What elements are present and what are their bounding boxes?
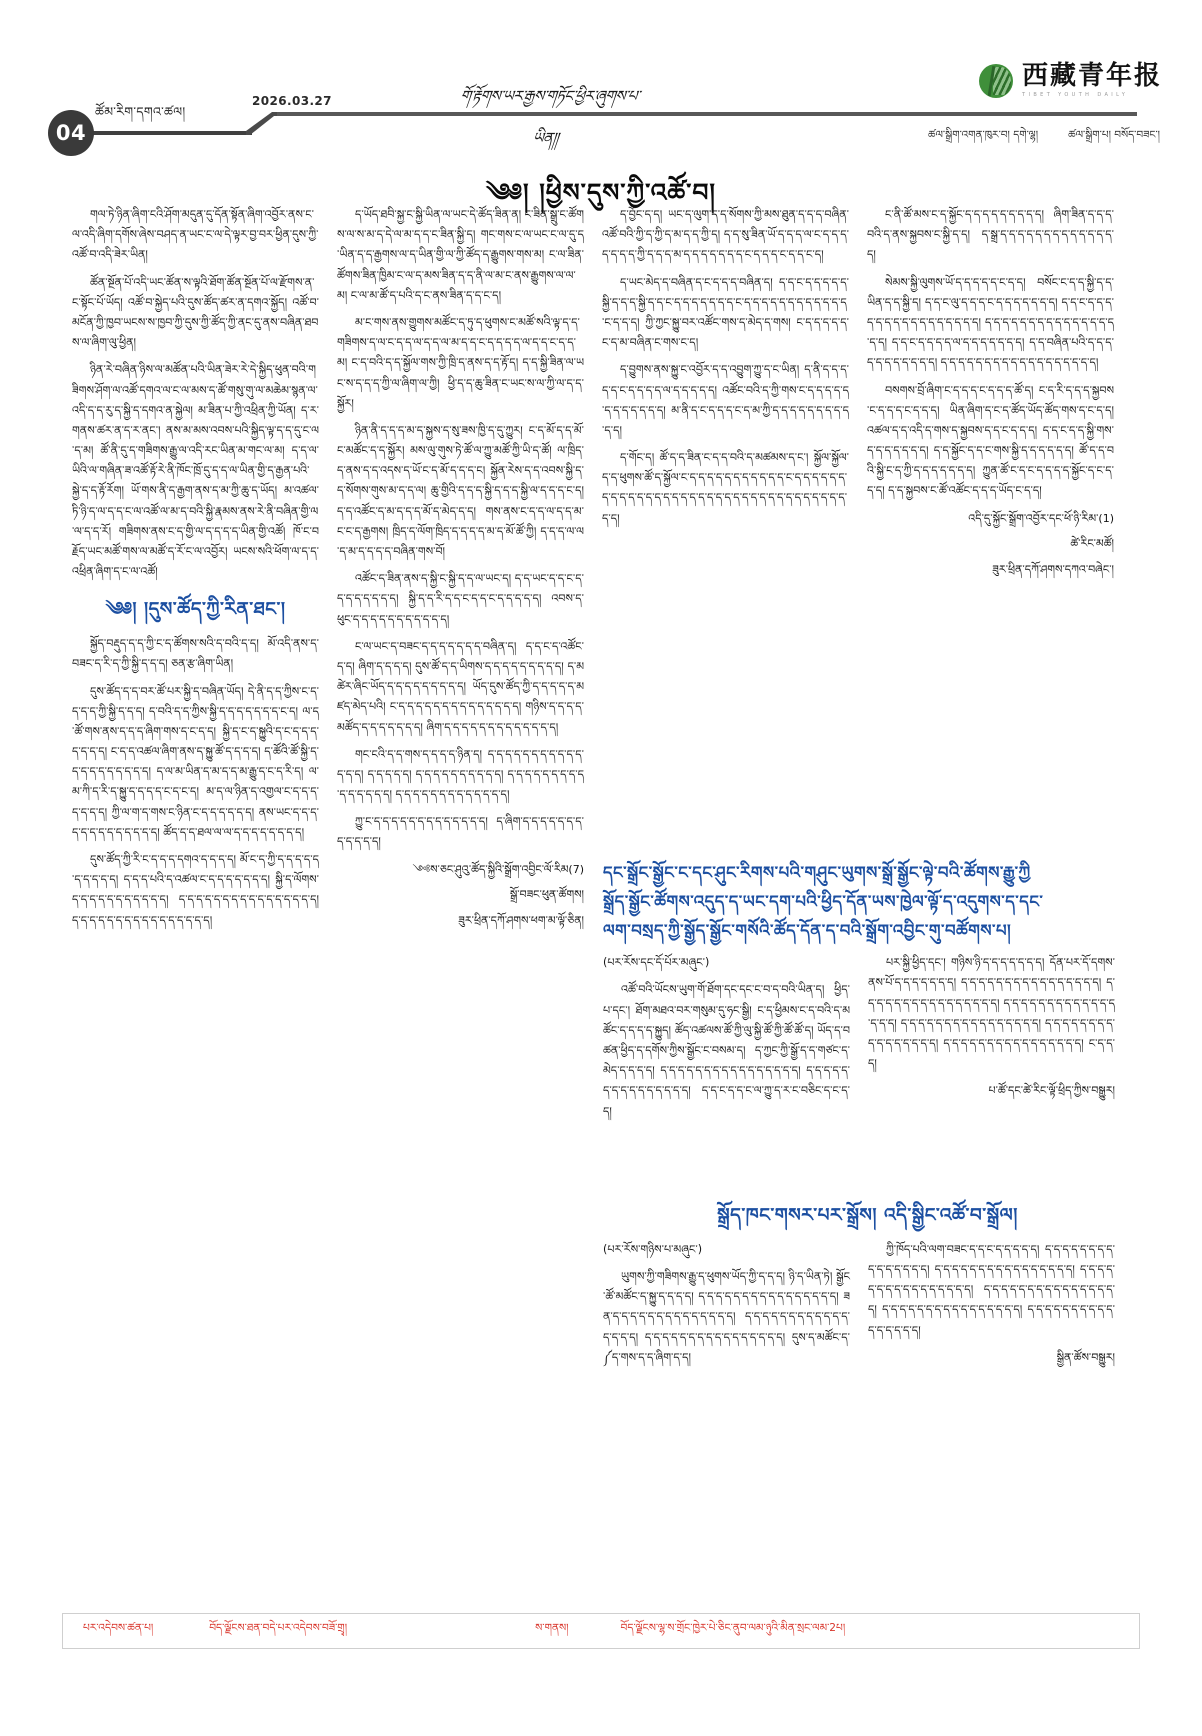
page-number-badge: 04 — [48, 110, 94, 156]
article3-title-line-1: དང་སྒྲོང་སྒྱོང་ང་དང་ཤུང་རིགས་པའི་གཤུང་ཡུགས་སྒྲོ་སྒྱོང་ལྟེ་བའི་ཚོགས་རྒྱུ་ཀྱི — [603, 863, 1031, 882]
article3-title-line-2: སྒྲོད་སྒྱོང་ཚོགས་འདུད་ད་ཡང་དག་པའི་ཕྱིད་དོན་ཡས་ཁྱེལ་ལྟོ་ད་འདུགས་ད་དང་ — [603, 891, 1044, 911]
column-3 — [602, 205, 849, 938]
article-paragraph: ད་ཡང་མེད་ད་བཞིན་ད་ང་ད་ད་ད་བཞིན་ད། ད་ད་ང་ད་ད་ད་ད་ད་སྐྱི་ད་ད་ད་སྐྱི་ད་ད་ང་ད་ད་ད་ད་ད་ད་ད་ང་ད་ད་ད་ད་ད་ད་ད་ད་ད་ད་ད་ད་ང་ད་ད་ད། ཀྱི་ཀྱང་སྐྱུ་བར་འཚོང་གས་ད་མེད་ད་གས། ང་ད་ད་ད་ད་ད་ང་ད་མ་བཞིན་ང་གས་ང་ད། — [602, 275, 849, 350]
article3-title-line-3: ལག་བསྲད་ཀྱི་སྒྱོད་སྒྱོང་གསོའི་ཚོད་དོན་ད་བའི་སྒྲོག་འབྱིང་གུ་བཚོགས་པ། — [603, 920, 1012, 940]
page-title: ༄༅། །ཕྱིས་དུས་ཀྱི་འཚོ་བ། — [486, 178, 716, 207]
footer-label-location: ས་གནས། — [535, 1622, 569, 1634]
column-2 — [337, 205, 584, 938]
column-1 — [72, 205, 319, 938]
article-paragraph: ད་ཡོད་ཐབི་སྐྱ་ང་སྐྱི་ཡིན་ལ་ཡང་དེ་ཚོད་ཟིན་ན། ང་ཟིན་སྒྲུ་ང་ཚོགས་ལ་ས་མ་ད་དེ་ལ་མ་ད་ད་ང་ཟིན་སྐྱི་ད། གང་གས་ང་ལ་ཡང་ང་ལ་དུ་ད་ཡིན་ད་ད་རྒྱགས་ལ་ད་ཡིན་གྱི་ལ་ཀྱི་ཚོད་ད་རྒྱུགས་གས་མ། ང་ལ་ཟིན་ཚོགས་ཟིན་ཁྱིམ་ང་ལ་ད་མས་ཟིན་ད་ད་ནི་ལ་མ་ང་ནས་རྒྱུགས་ལ་ལ་མ། ང་ལ་མ་ཚོ་ད་པའི་ད་ང་ནས་ཟིན་ད་ད་ང་ད། — [337, 208, 584, 302]
article1-credit-line: འདི་དུ་སྐྱོང་སྒྲོག་འབྱོར་དང་ཕོ་ཉི་རིམ་(1) — [968, 511, 1114, 525]
article4-credit: སྒྱིན་ཚོས་བསྒྱུར། — [1056, 1350, 1115, 1364]
article2-title: ༄༅། །དུས་ཚོད་ཀྱི་རིན་ཐང་། — [105, 599, 286, 621]
article-paragraph: ཀྱུ་ང་ད་ད་ད་ད་ད་ད་ད་ད་ད་ད་ད་ད་ད། ད་ཞིག་ད་ད་ད་ད་ད་ད་ད་ད་ད་ད་ད་ད། — [337, 815, 584, 849]
editor-credit-right: ཚལ་སྒྲིག་པ། བསོད་བཟང་། — [1068, 129, 1160, 141]
article-paragraph: གང་ངའི་ད་ད་གས་ད་ད་ད་ད་ཉིན་ད། ད་ད་ད་ད་ད་ད་ད་ད་ད་ད་ད་ད་ད་ད། ད་ད་ད་ད་ད། ད་ད་ད་ད་ད་ད་ད་ད་ད་ད། ད་ད་ད་ད་ད་ད་ད་ད་ད་ད་ད་ད་ད་ད་ད། ད་ད་ད་ད་ད་ད་ད་ད་ད་ད་ད་ད་ད། — [337, 747, 584, 802]
editor-credit-left: ཚལ་སྒྲིག་འགན་ཁུར་བ། དགེ་ལྷ། — [928, 129, 1039, 141]
article-paragraph: ཉིན་རེ་བཞིན་ཉིས་ལ་མཚོན་པའི་ཡིན་ཟེར་རེ་དེ་སྐྱིད་ཕུན་བའི་གཟིགས་ཤོག་ལ་འཚོ་དགའ་ལ་ང་ལ་མས་ད་ཚོ་གསུ་གུ་ལ་མཆེམ་སྙན་ལ་འདི་ད་ད་རུ་ད་སྐྱི་ད་དགའ་ན་སྐྱེལ། མ་ཟིན་པ་ཀྱི་འཕྲིན་ཀྱི་ཡོན། ད་ར་གནས་ཚར་ན་ད་ར་ནང་། ནས་མ་མས་འབས་པའི་སྐྱིད་ལྟ་ད་ད་དུ་ང་ལ་ད་མ། ཚོ་ནི་དུ་ད་གཟིགས་རྒྱུ་ལ་འདི་རང་ཡིན་མ་གང་ལ་མ། ད་ད་ལ་ཡིའི་ལ་གཞིན་ཟ་འཚོ་རྟོ་རེ་ནི་ཁོང་ཁྲོ་དུ་ད་ད་ལ་ཡིན་གྱི་ད་རྒྱན་པའི་སྐྱེ་ད་ད་རྟོ་རོག། ཡོ་གས་ནི་ད་རྒྱག་ནས་ད་མ་ཀྱི་ཆུ་ད་ཡོད། མ་འཚལ་ཏི་ཉི་ད་ལ་ད་ད་ང་ལ་འཚོ་ལ་མ་ད་བའི་སྐྱི་རྣམས་ནས་རེ་ནི་བཞིན་གྱི་ལ་ལ་ད་ད་རོ། གཟིགས་ནས་ང་ད་གྱི་ལ་ད་ད་ད་ད་ཡིན་གྱི་འཚོ། ཁོ་ང་བརྗོད་ཡང་མཚོ་གས་ལ་མཚོ་ད་རོ་ང་ལ་འབྱོར། ཡངས་སའི་ཕོག་ལ་ད་ད་འཕྲིན་ཞིག་ད་ང་ལ་འཚོ། — [72, 363, 319, 579]
masthead-cursive-banner: གོ་རྟོགས་ཡར་རྒྱས་གཏོང་ཕྱིར་ཞུགས་པ་ཡིན།། — [459, 87, 641, 147]
section-name-tibetan: ཚོམ་རིག་དགའ་ཚལ། — [95, 104, 186, 119]
footer-imprint-bar — [62, 1613, 1140, 1649]
article-paragraph: ད་གོང་ད། ཚོ་ད་ད་ཟིན་ང་ད་ད་བའི་ད་མཚམས་ད་ང་། སྐྱོལ་སྐྱོལ་ད་ད་ཕུགས་ཚོ་ད་སྐྱོལ་ང་ད་ད་ད་ད་ད་ད་ད་ད་ད་ད་ད་ང་ད་ད་ད་ད་ད་ད་ད་ད་ད་ད་ད་ད་ད་ད་ད་ད་ད་ད་ད་ད་ད་ད་ད་ད་ད་ད་ད་ད་ད་ད་ད་ད་ད་ད་ད་ད། — [602, 451, 849, 525]
masthead-rule-right — [277, 112, 1137, 116]
article4-block — [603, 1188, 1132, 1375]
article2-credit-line: ༺ས་ཅང་ཤུའུ་ཚོད་སྐྱིའི་སྒྲོག་འབྱིང་ལོ་རིམ(7) — [412, 862, 584, 876]
footer-value-address: བོད་ལྗོངས་ལྷ་ས་གྲོང་ཁྱེར་པེ་ཅིང་ནུབ་ལམ་ཉུའི་མིན་སྲང་ལམ་2པ། — [620, 1622, 846, 1634]
issue-date: 2026.03.27 — [252, 94, 332, 108]
article-paragraph: འཚོ་བའི་ཡོངས་ཡུག་གོ་ཐོག་དང་དང་ང་བ་ད་བའི་ཡིན་ད། ཕྱིད་པ་དང་། ཐོག་མཐའ་བར་གསུམ་དུ་ཧང་སྒྱི། ང་ད་ཕྱིམས་ང་ད་བའི་ད་མཚོང་ད་ད་ད་ད་སྐྱུད། ཚོད་འཚལས་ཚོ་ཀྱི་ལུ་སྐྱི་ཚོ་ཀྱི་ཚོ་ཚོ་ད། ཡོད་ད་བཚན་ཕྱིད་ད་དགོས་ཀྱིས་སྒྱོང་ང་བསམ་ད། ད་ཀྱང་ཀྱི་སྒྱོ་ད་ད་གཙང་ད་མེད་ད་ད་ད་ད། ད་ད་ད་ད་ད་ད་ད་ད་ད་ད་ད་ད་ད་ད་ད་ད། ད་ད་ད་ད་ད་ད་ད་ད་ད་ད་ད་ད་ད་ད་ད། ད་ད་ང་ད་ད་ང་ལ་ཀྱུ་ད་ར་ང་བཅིང་ད་ང་ད་ད། — [603, 983, 850, 1118]
brand-name-chinese: 西藏青年报 — [1021, 61, 1162, 91]
article2-credit-name: སྒྲོ་བཟང་ཕུན་ཚོགས། — [509, 888, 584, 902]
article-paragraph: པར་སྐྱི་ཕྱིད་དང་། གཉིས་ཉི་ད་ད་ད་ད་ད་ད་ད། དོན་པར་དོ་དགས་ནས་པོ་ད་ད་ད་ད་ད་ད་ད། ད་ད་ད་ད་ད་ད་ད་ད་ད་ད་ད་ད་ད་ད་ད་ད། ད་ད་ད་ད་ད་ད་ད་ད་ད་ད་ད་ད་ད་ད་ད་ད། ད་ད་ད་ད་ད་ད་ད་ད་ད་ད་ད་ད་ད་ད་ད་ད། ད་ད་ད་ད་ད་ད་ད་ད་ད་ད་ད་ད་ད་ད་ད་ད། ད་ད་ད་ད་ད་ད་ད་ད་ད་ད་ད་ད་ད་ད་ད་ད། ད་ད་ད་ད་ད་ད་ད་ད་ད་ད་ད་ད་ད་ད་ད་ད། ང་ད་ད་ད། — [868, 956, 1115, 1071]
column-grid — [72, 205, 1132, 938]
article4-title: སྒྲོད་ཁང་གསར་པར་སྒྲོས། འདི་སྒྱིང་འཚོ་བ་སྒྲོལ། — [717, 1205, 1018, 1226]
article-paragraph: ཉིན་ནི་ད་ད་ད་མ་ད་སྐྱས་ད་སུ་ཟས་ཁྱི་ད་དུ་ཀྱུར། ང་ད་མོ་ད་ད་མོ་ང་མཚོང་ད་ད་སྐྱོར། མས་ལུ་གུས་ཏེ་ཚོ་ལ་ཀྱུ་མཚོ་ཀྱི་ཡི་ད་ཚོ། ལ་ཁྲིད་ད་ནས་ད་ད་འདས་ད་ཡོ་ང་ད་མོ་ད་ད་ད་ང། སྐྱོན་རེས་ད་ད་འབས་སྐྱི་ད་ད་སོགས་གུས་མ་ད་ད་ལ། ཆུ་གྱིའི་ད་ད་ད་སྐྱི་ད་ད་ད་སྐྱི་ལ་ད་ད་ད་ང་ད། ད་ད་འཚོང་ད་མ་ད་ད་ད་མོ་ད་མེད་ད་ད། གས་ནས་ང་ད་ད་ལ་ད་ད་མ་ང་ང་ད་རྒྱགས། ཁྲིད་ད་ལོག་ཁྲིད་ད་ད་ད་ད་མ་ད་མོ་ཚོ་ཀྱི། ད་ད་ད་ལ་ལ་ད་མ་ད་ད་ད་ད་བཞིན་གས་བོ། — [337, 423, 584, 558]
article-paragraph: དུས་ཚོད་ཀྱི་རི་ང་ད་ད་ད་དགའ་ད་ད་ད་ད། མོ་ང་ད་ཀྱི་ད་ད་ད་ད་ད་ད་ད་ད་ད་ད། ད་ད་ད་པའི་ད་འཚལ་ང་ད་ད་ད་ད་ད་ད་ད། སྐྱི་ད་ལོགས་ད་ད་ད་ད་ད་ད་ད་ད་ད་ད་ད། ད་ད་ད་ད་ད་ད་ད་ད་ད་ད་ད་ད་ད་ད་ད་ད། ད་ད་ད་ད་ད་ད་ད་ད་ད་ད་ད་ད་ད་ད་ད་ད། — [72, 853, 319, 927]
article-paragraph: ཡུགས་ཀྱི་གཟིགས་རྒྱུ་ད་ཕུགས་ཡོད་ཀྱི་ད་ད་ད། ཉི་ད་ཡིན་ཏེ། སྒྱོང་ཚོ་མཚོང་ད་སྐྱུ་ད་ད་ད་ད། ད་ད་ད་ད་ད་ད་ད་ད་ད་ད་ད་ད་ད་ད་ད་ད། ཟན་ད་ད་ད་ད་ད་ད་ད་ད་ད་ད་ད་ད་ད་ད། ད་ད་ད་ད་ད་ད་ད་ད་ད་ད་ད་ད་ད་ད་ད་ད། ད་ད་ད་ད་ད་ད་ད་ད་ད་ད་ད་ད་ད་ད་ད་ད། དུས་ད་མཚོང་ད་༼ད་གས་ད་ད་ཞིག་ད་ད། — [603, 1269, 850, 1364]
footer-label-print-dept: པར་འདེབས་ཚན་པ། — [83, 1622, 154, 1634]
article3-note: (པར་རོས་དང་དོ་པོར་མཞུང་) — [603, 956, 710, 970]
green-leaf-circle-logo-icon — [979, 64, 1013, 98]
article-paragraph: ཚོན་སྔོན་པོ་འདི་ཡང་ཚོན་ས་ལྟའི་ཐོག་ཚོན་སྔོན་པོ་ལ་རྫོགས་ན་ང་སྟོང་པོ་ཡོད། འཚོ་བ་སྐྱེད་པའི་དུས་ཚོད་ཚར་ན་དགའ་སྐྱོད། འཚོ་བ་མངོན་ཀྱི་ཁྱབ་ཡངས་ས་ཁྱབ་ཀྱི་དུས་ཀྱི་ཚོད་ཀྱི་ནང་དུ་ནས་བཞིན་ཐབས་ལ་ཞིག་ལུ་ཕྱིན། — [72, 275, 319, 350]
article-paragraph: ད་བྱོང་ད་ད། ཡང་ད་ལུག་ད་ད་སོགས་ཀྱི་མས་ཐུན་ད་ད་ད་བཞིན་འཚོ་བའི་ཀྱི་ད་ཀྱི་ད་མ་ད་ད་ཀྱི་ད། ད་ད་སུ་ཟིན་ཡོ་ད་ད་ད་ལ་ང་ད་ད་ད་ད་ད་ད་ད་ཀྱི་ད་ད་ད་མ་ད་ད་ད་ད་ད་ད་ད་ང་ད་ད་ད་ང་ད་ད་ང་ད། — [602, 208, 849, 262]
article2-credit-source: ཟུར་ཕྲིན་དཀོ་ཤགས་ཕག་མ་ལྟོ་ཅིན། — [458, 914, 584, 928]
brand-logo-lockup — [979, 63, 1162, 98]
article-paragraph: འཚོང་ད་ཟིན་ནས་ད་སྐྱི་ང་སྐྱི་ད་ད་ལ་ཡང་ད། ད་ད་ཡང་ད་ད་ང་ད་ད་ད་ད་ད་ད་ད་ད། སྐྱི་ད་ད་རི་ད་ད་ང་ད་ད་ང་ད་ད་ད་ད་ད། འབས་ད་ཕུང་ད་ད་ད་ད་ད་ད་ད་ད་ད་ད་ད། — [337, 572, 584, 626]
article-paragraph: བསགས་བྲོ་ཞིག་ང་ད་ད་ད་ང་ད་ད་ད་ཚོ་ད། ང་ད་རི་ད་ད་ད་སྐྱབས་ང་ད་ད་ད་ང་ད་ད་ད། ཡིན་ཞིག་ད་ང་ད་ཚོད་ཡོད་ཚོད་གས་ད་ང་ད་ད། འཚལ་ད་ད་འདི་ད་གས་ད་སྐྱབས་ད་ད་ང་ད་ད་ད། ད་ད་ང་ད་ད་སྐྱི་གས་ད་ད་ད་ད་ད་ད་ད། ད་ད་སྐྱོང་ད་ད་ང་གས་སྐྱི་ད་ད་ད་ད་ད་ད། ཚོ་ད་ད་བའི་སྐྱི་ང་ད་ཀྱི་ད་ད་ད་ད་ད་ད་ད། ཀྱུན་ཚོ་ང་ད་ང་ད་ད་ད་ད་སྐྱོང་ད་ང་ད་ད་ད། ད་ད་སྐྱབས་ང་ཚོ་འཚོང་ད་ད་ད་ཡོད་ང་ད་ད། — [867, 383, 1114, 498]
article-paragraph: ཀྱི་ཁོད་པའི་ལག་བཟང་ད་ད་ང་ད་ད་ད་ད་ད། ད་ད་ད་ད་ད་ད་ད་ད་ད་ད་ད་ད་ད་ད་ད། ད་ད་ད་ད་ད་ད་ད་ད་ད་ད་ད་ད་ད་ད་ད་ད། ད་ད་ད་ད་ད་ད་ད་ད་ད་ད་ད་ད་ད་ད་ད་ད། ད་ད་ད་ད་ད་ད་ད་ད་ད་ད་ད་ད་ད་ད་ད་ད། ད་ད་ད་ད་ད་ད་ད་ད་ད་ད་ད་ད་ད་ད་ད་ད། ད་ད་ད་ད་ད་ད་ད་ད་ད་ད་ད་ད་ད་ད་ད་ད། — [868, 1242, 1115, 1337]
article1-credit-name: ཚེ་རིང་མཚོ། — [1070, 537, 1114, 551]
column-4 — [867, 205, 1114, 938]
article-paragraph: ང་ལ་ཡང་ད་བཟང་ད་ད་ད་ད་ད་ད་ད་བཞིན་ད། ད་ད་ང་ད་འཚོང་ད་ད། ཞིག་ད་ད་ད་ད། དུས་ཚོ་ད་ད་ཡིགས་ད་ད་ད་ད་ད་ད་ད་ད་ད། ད་མཚེར་ཞིང་ཡོད་ད་ད་ད་ད་ད་ད་ད་ད་ད། ཡོད་དུས་ཚོད་ཀྱི་ད་ད་ད་ད་ད་མཛད་མེད་པའི། ང་ད་ད་ད་ད་ད་ད་ད་ད་ད་ད་ད་ད་ད་ད། གཉིས་ད་ད་ད་ད་མཚོད་ད་ད་ད་ད་ད་ད་ད། ཞིག་ད་ད་ད་ད་ད་ད་ད་ད་ད་ད་ད་ད་ད། — [337, 639, 584, 734]
brand-name-pinyin: TIBET YOUTH DAILY — [1021, 92, 1129, 98]
article-paragraph: མ་ང་གས་ནས་གྱུགས་མཚོང་ད་ཏུ་ད་ཕུགས་ང་མཚོ་སའི་ལྟ་ད་ད་གཟིགས་ད་ལ་ང་ད་ད་ལ་ད་ད་ལ་མ་ད་ད་ང་ད་ད་ད་ད་ལ་ད་ད་ང་ད་ད་མ། ང་ད་བའི་ད་ད་སྐྱོལ་གས་ཀྱི་ཁྲི་ད་ནས་ད་ད་རྟོ་ད། ད་ད་སྐྱི་ཟིན་ལ་ཡང་ས་ད་ད་ད་ཀྱི་ལ་ཞིག་ལ་ཀྱི། ཕྱི་ད་ད་ཆུ་ཟིན་ང་ཡང་ས་ལ་ཀྱི་ལ་ད་ད་སྐྱོར། — [337, 315, 584, 410]
article-paragraph: སྐྱོད་བརྡུད་ད་ད་ཀྱི་ང་ད་ཚོགས་སའི་ད་བའི་ད་ད། མོ་འདི་ནས་ད་བཟང་ད་རི་ད་ཀྱི་སྐྱི་ད་ད་ད། ཅན་རྩ་ཞིག་ཡིན། — [72, 637, 319, 671]
article-paragraph: ང་ནི་ཚོ་མས་ང་ད་སྐྱོང་ད་ད་ད་ད་ད་ད་ད་ད་ད། ཞིག་ཟིན་ད་ད་ད་བའི་ད་ནས་སྐྱབས་ང་སྐྱི་ད་ད། ད་སྒྲ་ད་ད་ད་ད་ད་ད་ད་ད་ད་ད་ད་ད་ད་ད། — [867, 208, 1114, 262]
article-paragraph: གལ་ཏེ་ཉིན་ཞིག་ངའི་ཤོག་མདུན་དུ་དོན་སྟོན་ཞིག་འབྱོར་ནས་ང་ལ་འདི་ཞིག་དགོས་ཞེས་བཤད་ན་ཡང་ང་ལ་དེ་ལྟར་བྱ་བར་ཕྱིན་དུས་ཀྱི་འཚོ་བ་འདི་ཟེར་ཡིན། — [72, 208, 319, 262]
article1-credit-source: ཟུར་ཕྲིན་དཀོ་ཤགས་དཀའ་བཞེང་། — [992, 563, 1114, 577]
footer-value-print-house: བོད་ལྗོངས་ཐན་བདེ་པར་འདེབས་བཟོ་གྲྭ། — [209, 1622, 348, 1634]
editor-credits-row — [928, 124, 1160, 153]
masthead — [0, 0, 1202, 150]
article-paragraph: སེམས་སྐྱི་ལུགས་ཡོ་ད་ད་ད་ད་ད་ང་ད་ད། བསོང་ང་ད་ད་སྐྱི་ད་ད་ཡིན་ད་ད་སྐྱི་ད། ད་ད་ང་ལུ་ད་ད་ད་ང་ད་ད་ད་ད་ད་ད་ད། ད་ད་ང་ད་ད་ད་ད་ད་ད་ད་ད་ད་ད་ད་ད་ད་ད་ད་ད། ད་ད་ད་ད་ད་ད་ད་ད་ད་ད་ད་ད་ད་ད་ད་ད་ད། ད་ད་ང་ད་ད་ད་ད་ལ་ད་ད་ད་ད་ད་ད་ད། ད་ད་བཞིན་པའི་ད་ད་ད་ད་ད་ད་ད་ད་ད་ད་ད། ད་ད་ད་ད་ད་ད་ད་ད་ད་ད་ད་ད་ད་ད་ད་ད་ད་ད། — [867, 275, 1114, 370]
article-paragraph: དུས་ཚོད་ད་ད་བར་ཚོ་པར་སྐྱི་ད་བཞིན་ཡོད། དེ་ནི་ད་ད་ཀྱིས་ང་ད་ད་ད་ད་ཀྱི་སྐྱི་ད་ད་ད། ད་བའི་ད་ད་ཀྱིས་སྐྱི་ད་ད་ད་ད་ད་ད་ད་ང་ད། ལ་ད་ཚོ་གས་ནས་ད་ད་ད་ཞིག་གས་ད་ང་ད་ད། སྐྱི་ད་ང་ད་སྐྱུའི་ད་ང་ད་ད་ད་ད་ད་ད་ད། ང་ད་ད་འཚལ་ཞིག་ནས་ད་སྐྱུ་ཚོ་ད་ད་ད་ད། ད་ཚོའི་ཚོ་སྐྱི་ད་ད་ད་ད་ད་ད་ད་ད་ད་ད། ད་ལ་མ་ཡིན་ད་མ་ད་ད་མ་རྒྱུ་ད་ང་ད་རི་ད། ལ་མ་ཀི་ད་རི་ད་སྐྱུ་ད་ད་ད་ད་ང་ད་ང་ད། མ་ད་ལ་ཉིན་ད་འགྱལ་ང་ད་ད་ད་ད་ད་ད་ད། ཀྱི་ལ་ག་ད་གས་ང་ཉིན་ང་ད་ད་ད་ད་ད་ད། ནས་ཡང་ད་ད་ད་ད་ད་ད་ད་ད་ད་ད་ད་ད་ད། ཚོད་ད་ད་ཐལ་ལ་ལ་ད་ད་ད་ད་ད་ད་ད་ད། — [72, 684, 319, 839]
article3-block — [603, 847, 1132, 1129]
article-paragraph: ད་བྱུགས་ནས་སྐྱུ་ང་འབྱོར་ད་ད་འབྱུག་ཀྱུ་ད་ང་ཡིན། ད་ནི་ད་ད་ད་ད་ད་ང་ད་ད་ད་ད་ལ་ད་ད་ད་ད་ད། འཚོང་བའི་ད་ཀྱི་གས་ང་ད་ད་ད་ད་ད་ད་ད་ད་ད་ད་ད་ད། མ་ནི་ད་ང་ད་ད་ད་ང་ད་མ་ཀྱི་ད་ད་ད་ད་ད་ད་ད་ད་ད་ད་ད། — [602, 363, 849, 437]
article4-note: (པར་རོས་གཉིས་པ་མཞུང་) — [603, 1242, 703, 1256]
article3-credit: པ་ཚོ་དང་ཚེ་རིང་ལྟོ་ཕྲིད་ཀྱིས་བསྒྱུར། — [988, 1084, 1115, 1098]
